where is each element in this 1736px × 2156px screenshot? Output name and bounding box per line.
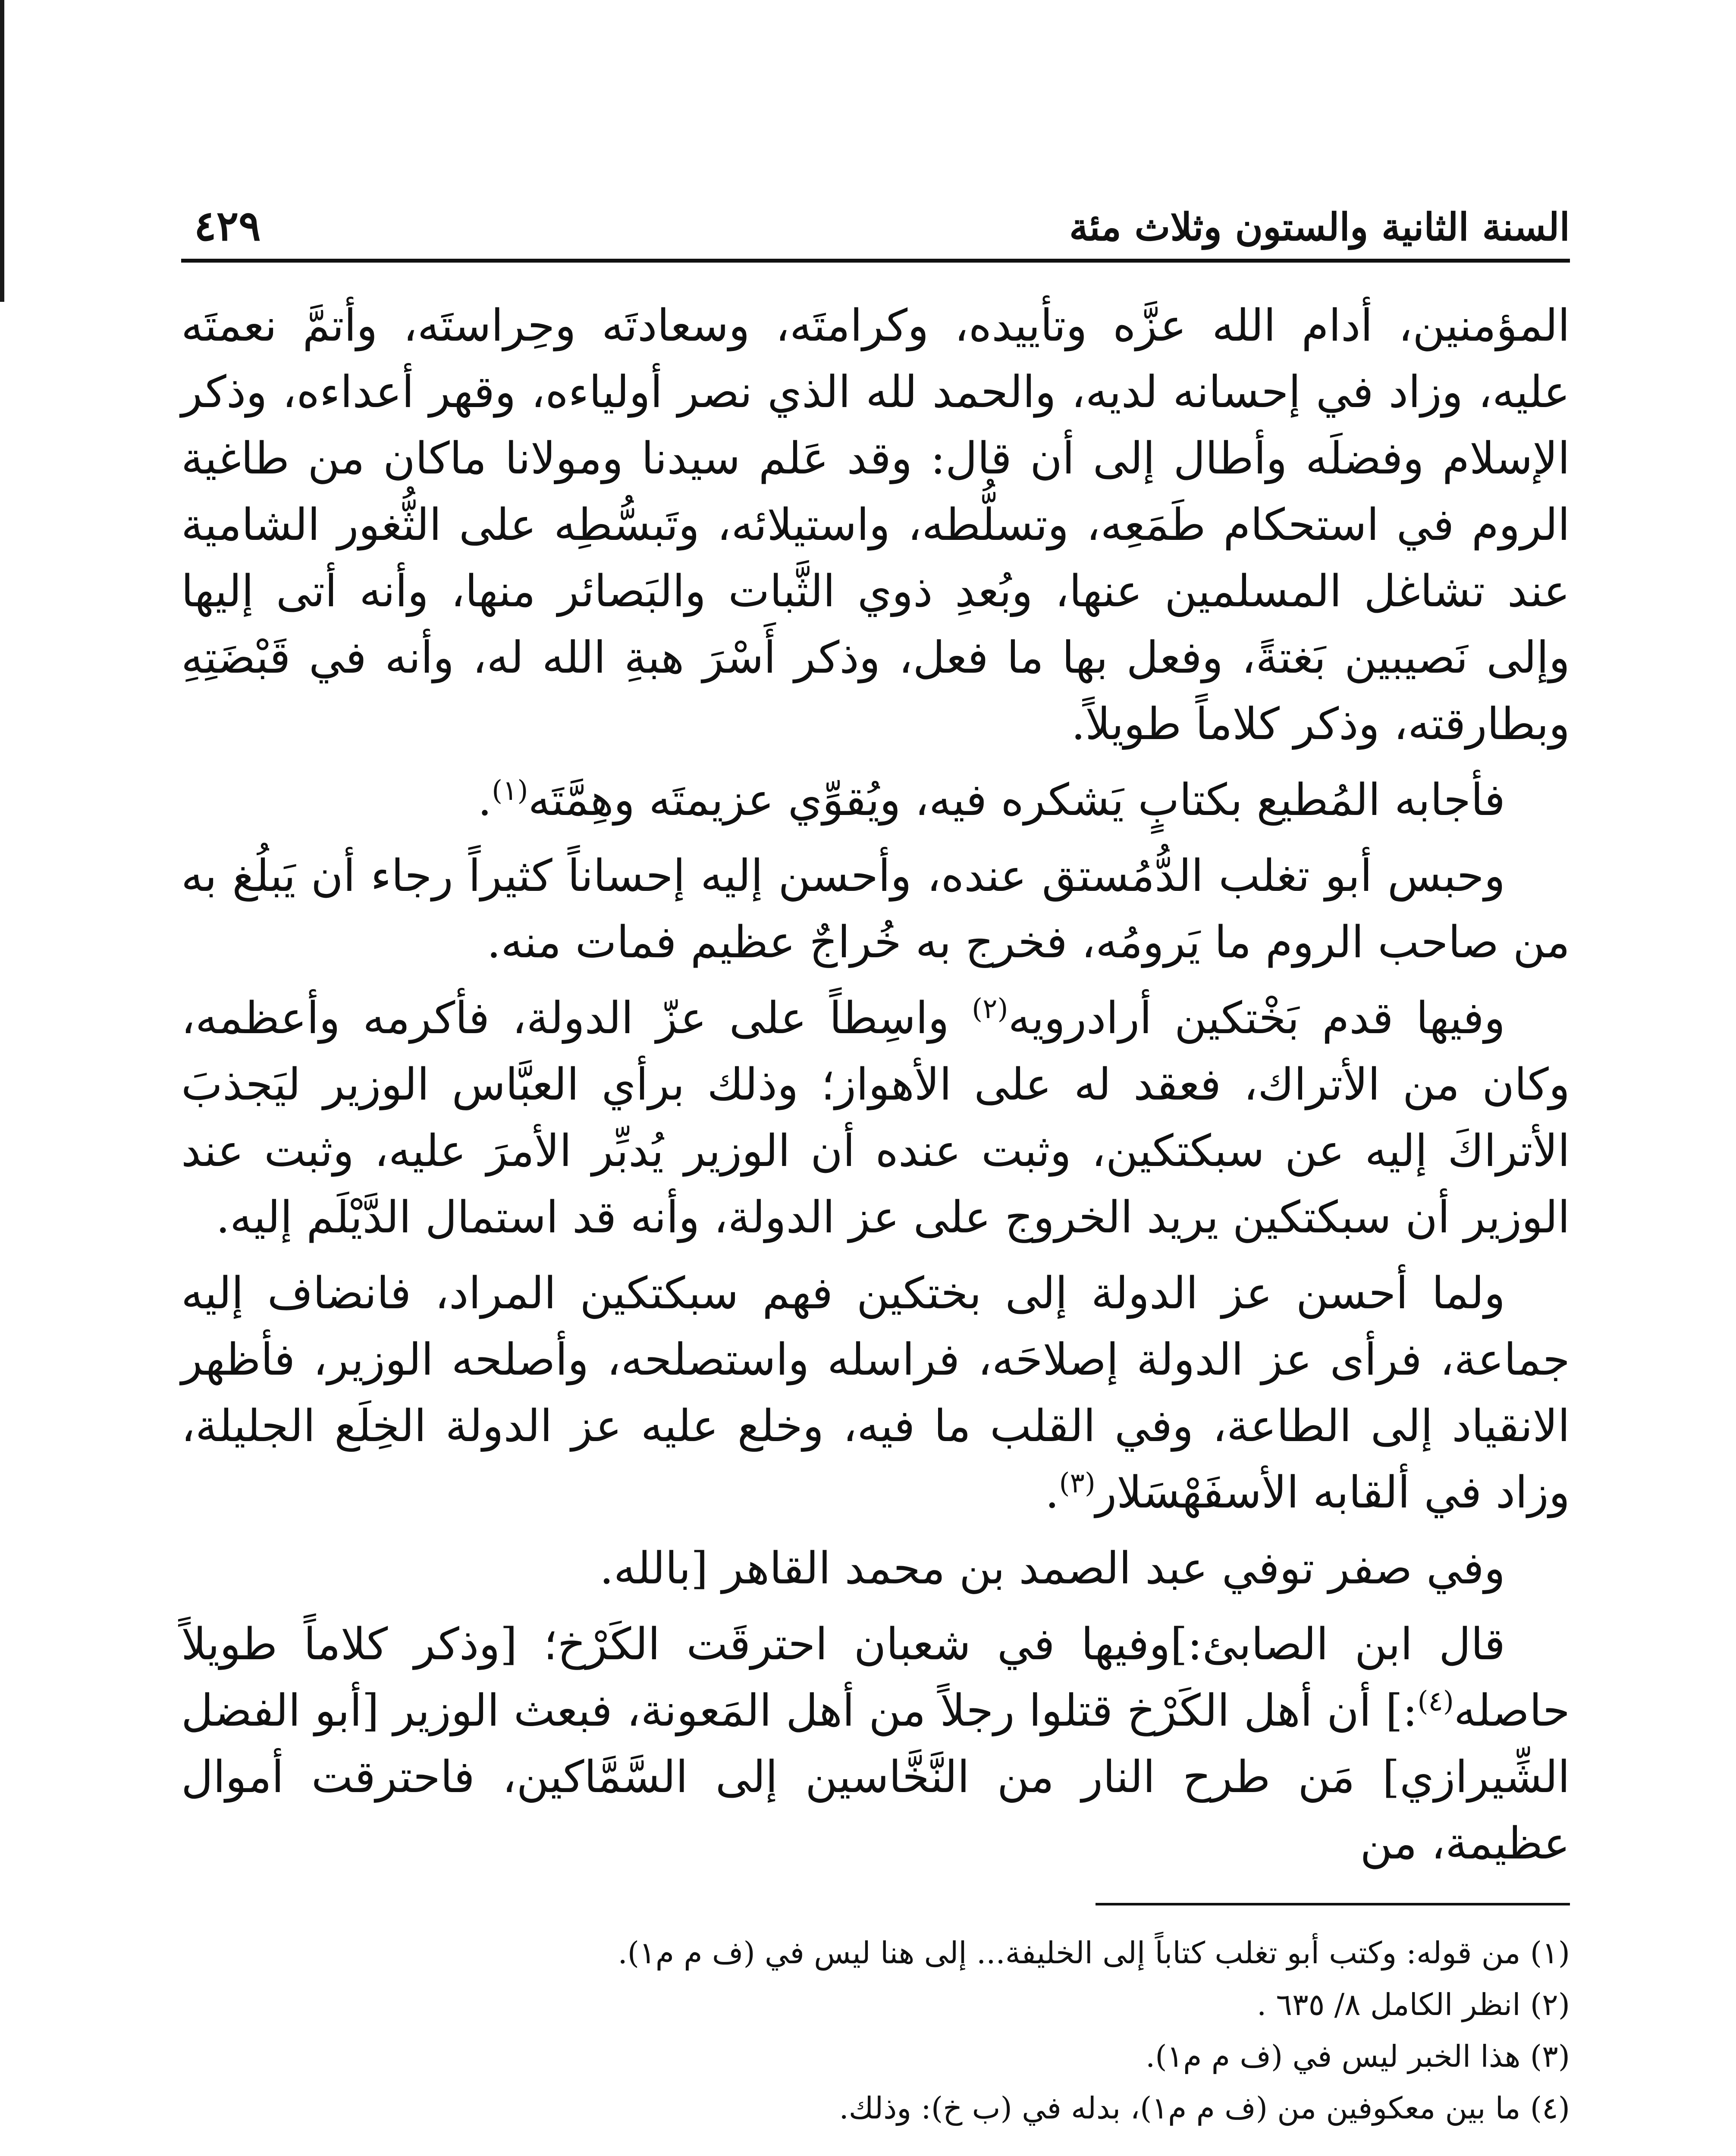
footnote-4: (٤) ما بين معكوفين من (ف م م١)، بدله في (ب خ): وذلك. [839, 2090, 1570, 2126]
book-page [181, 185, 1570, 2156]
paragraph-text: وفيها قدم بَخْتكين أرادرويه [1008, 993, 1505, 1044]
paragraph-text: وحبس أبو تغلب الدُّمُستق عنده، وأحسن إليه إحساناً كثيراً رجاء أن يَبلُغ به من صاحب الروم ما يَرومُه، فخرج به خُراجٌ عظيم فمات منه. [181, 850, 1570, 968]
paragraph-text-continued: . [1045, 1467, 1059, 1518]
footnote-separator [1096, 1903, 1570, 1905]
running-title: السنة الثانية والستون وثلاث مئة [1069, 204, 1570, 249]
footnote-1: (١) من قوله: وكتب أبو تغلب كتاباً إلى الخليفة... إلى هنا ليس في (ف م م١). [618, 1935, 1570, 1971]
footnotes [181, 1927, 1570, 2134]
footnote-marker: (١) [492, 775, 528, 807]
body-text [181, 293, 1570, 1877]
footnote-3: (٣) هذا الخبر ليس في (ف م م١). [1145, 2039, 1570, 2074]
footnote-marker: (٢) [972, 993, 1008, 1025]
paragraph-text-continued: واسِطاً على عزّ الدولة، فأكرمه وأعظمه، وكان من الأتراك، فعقد له على الأهواز؛ وذلك برأي العبَّاس الوزير ليَجذبَ الأتراكَ إليه عن سبكتكين، وثبت عنده أن الوزير يُدبِّر الأمرَ عليه، وثبت عند الوزير أن سبكتكين يريد الخروج على عز الدولة، وأنه قد استمال الدَّيْلَم إليه. [181, 993, 1570, 1243]
paragraph [181, 985, 1570, 1251]
paragraph [181, 293, 1570, 758]
paragraph-text: قال ابن الصابئ:]وفيها في شعبان احترقَت الكَرْخ؛ [وذكر كلاماً طويلاً حاصله [181, 1619, 1570, 1736]
paragraph [181, 1260, 1570, 1526]
scan-edge [0, 0, 4, 302]
paragraph [181, 1536, 1570, 1602]
paragraph-text: فأجابه المُطيع بكتابٍ يَشكره فيه، ويُقوِّي عزيمتَه وهِمَّتَه [528, 774, 1505, 826]
paragraph-text-continued: :] أن أهل الكَرْخ قتلوا رجلاً من أهل المَعونة، فبعث الوزير [أبو الفضل الشِّيرازي] مَن طرح النار من النَّخَّاسين إلى السَّمَّاكين، فاحترقت أموال عظيمة، من [181, 1685, 1570, 1869]
footnote-2: (٢) انظر الكامل ٨/ ٦٣٥ . [1257, 1987, 1570, 2022]
paragraph [181, 1611, 1570, 1877]
paragraph [181, 843, 1570, 976]
running-header [181, 185, 1570, 263]
footnote-marker: (٣) [1059, 1467, 1096, 1499]
footnote-marker: (٤) [1417, 1686, 1454, 1717]
paragraph-text-continued: . [477, 774, 492, 826]
paragraph-text: المؤمنين، أدام الله عزَّه وتأييده، وكرامتَه، وسعادتَه وحِراستَه، وأتمَّ نعمتَه عليه، وزاد في إحسانه لديه، والحمد لله الذي نصر أولياءه، وقهر أعداءه، وذكر الإسلام وفضلَه وأطال إلى أن قال: وقد عَلم سيدنا ومولانا ماكان من طاغية الروم في استحكام طَمَعِه، وتسلُّطه، واستيلائه، وتَبسُّطِه على الثُّغور الشامية عند تشاغل المسلمين عنها، وبُعدِ ذوي الثَّبات والبَصائر منها، وأنه أتى إليها وإلى نَصيبين بَغتةً، وفعل بها ما فعل، وذكر أَسْرَ هبةِ الله له، وأنه في قَبْضَتِهِ وبطارقته، وذكر كلاماً طويلاً. [181, 300, 1570, 750]
paragraph-text: وفي صفر توفي عبد الصمد بن محمد القاهر [بالله. [600, 1543, 1505, 1594]
paragraph-text: ولما أحسن عز الدولة إلى بختكين فهم سبكتكين المراد، فانضاف إليه جماعة، فرأى عز الدولة إصلاحَه، فراسله واستصلحه، وأصلحه الوزير، فأظهر الانقياد إلى الطاعة، وفي القلب ما فيه، وخلع عليه عز الدولة الخِلَع الجليلة، وزاد في ألقابه الأسفَهْسَلار [181, 1268, 1570, 1518]
paragraph [181, 767, 1570, 834]
page-number: ٤٢٩ [194, 201, 261, 250]
